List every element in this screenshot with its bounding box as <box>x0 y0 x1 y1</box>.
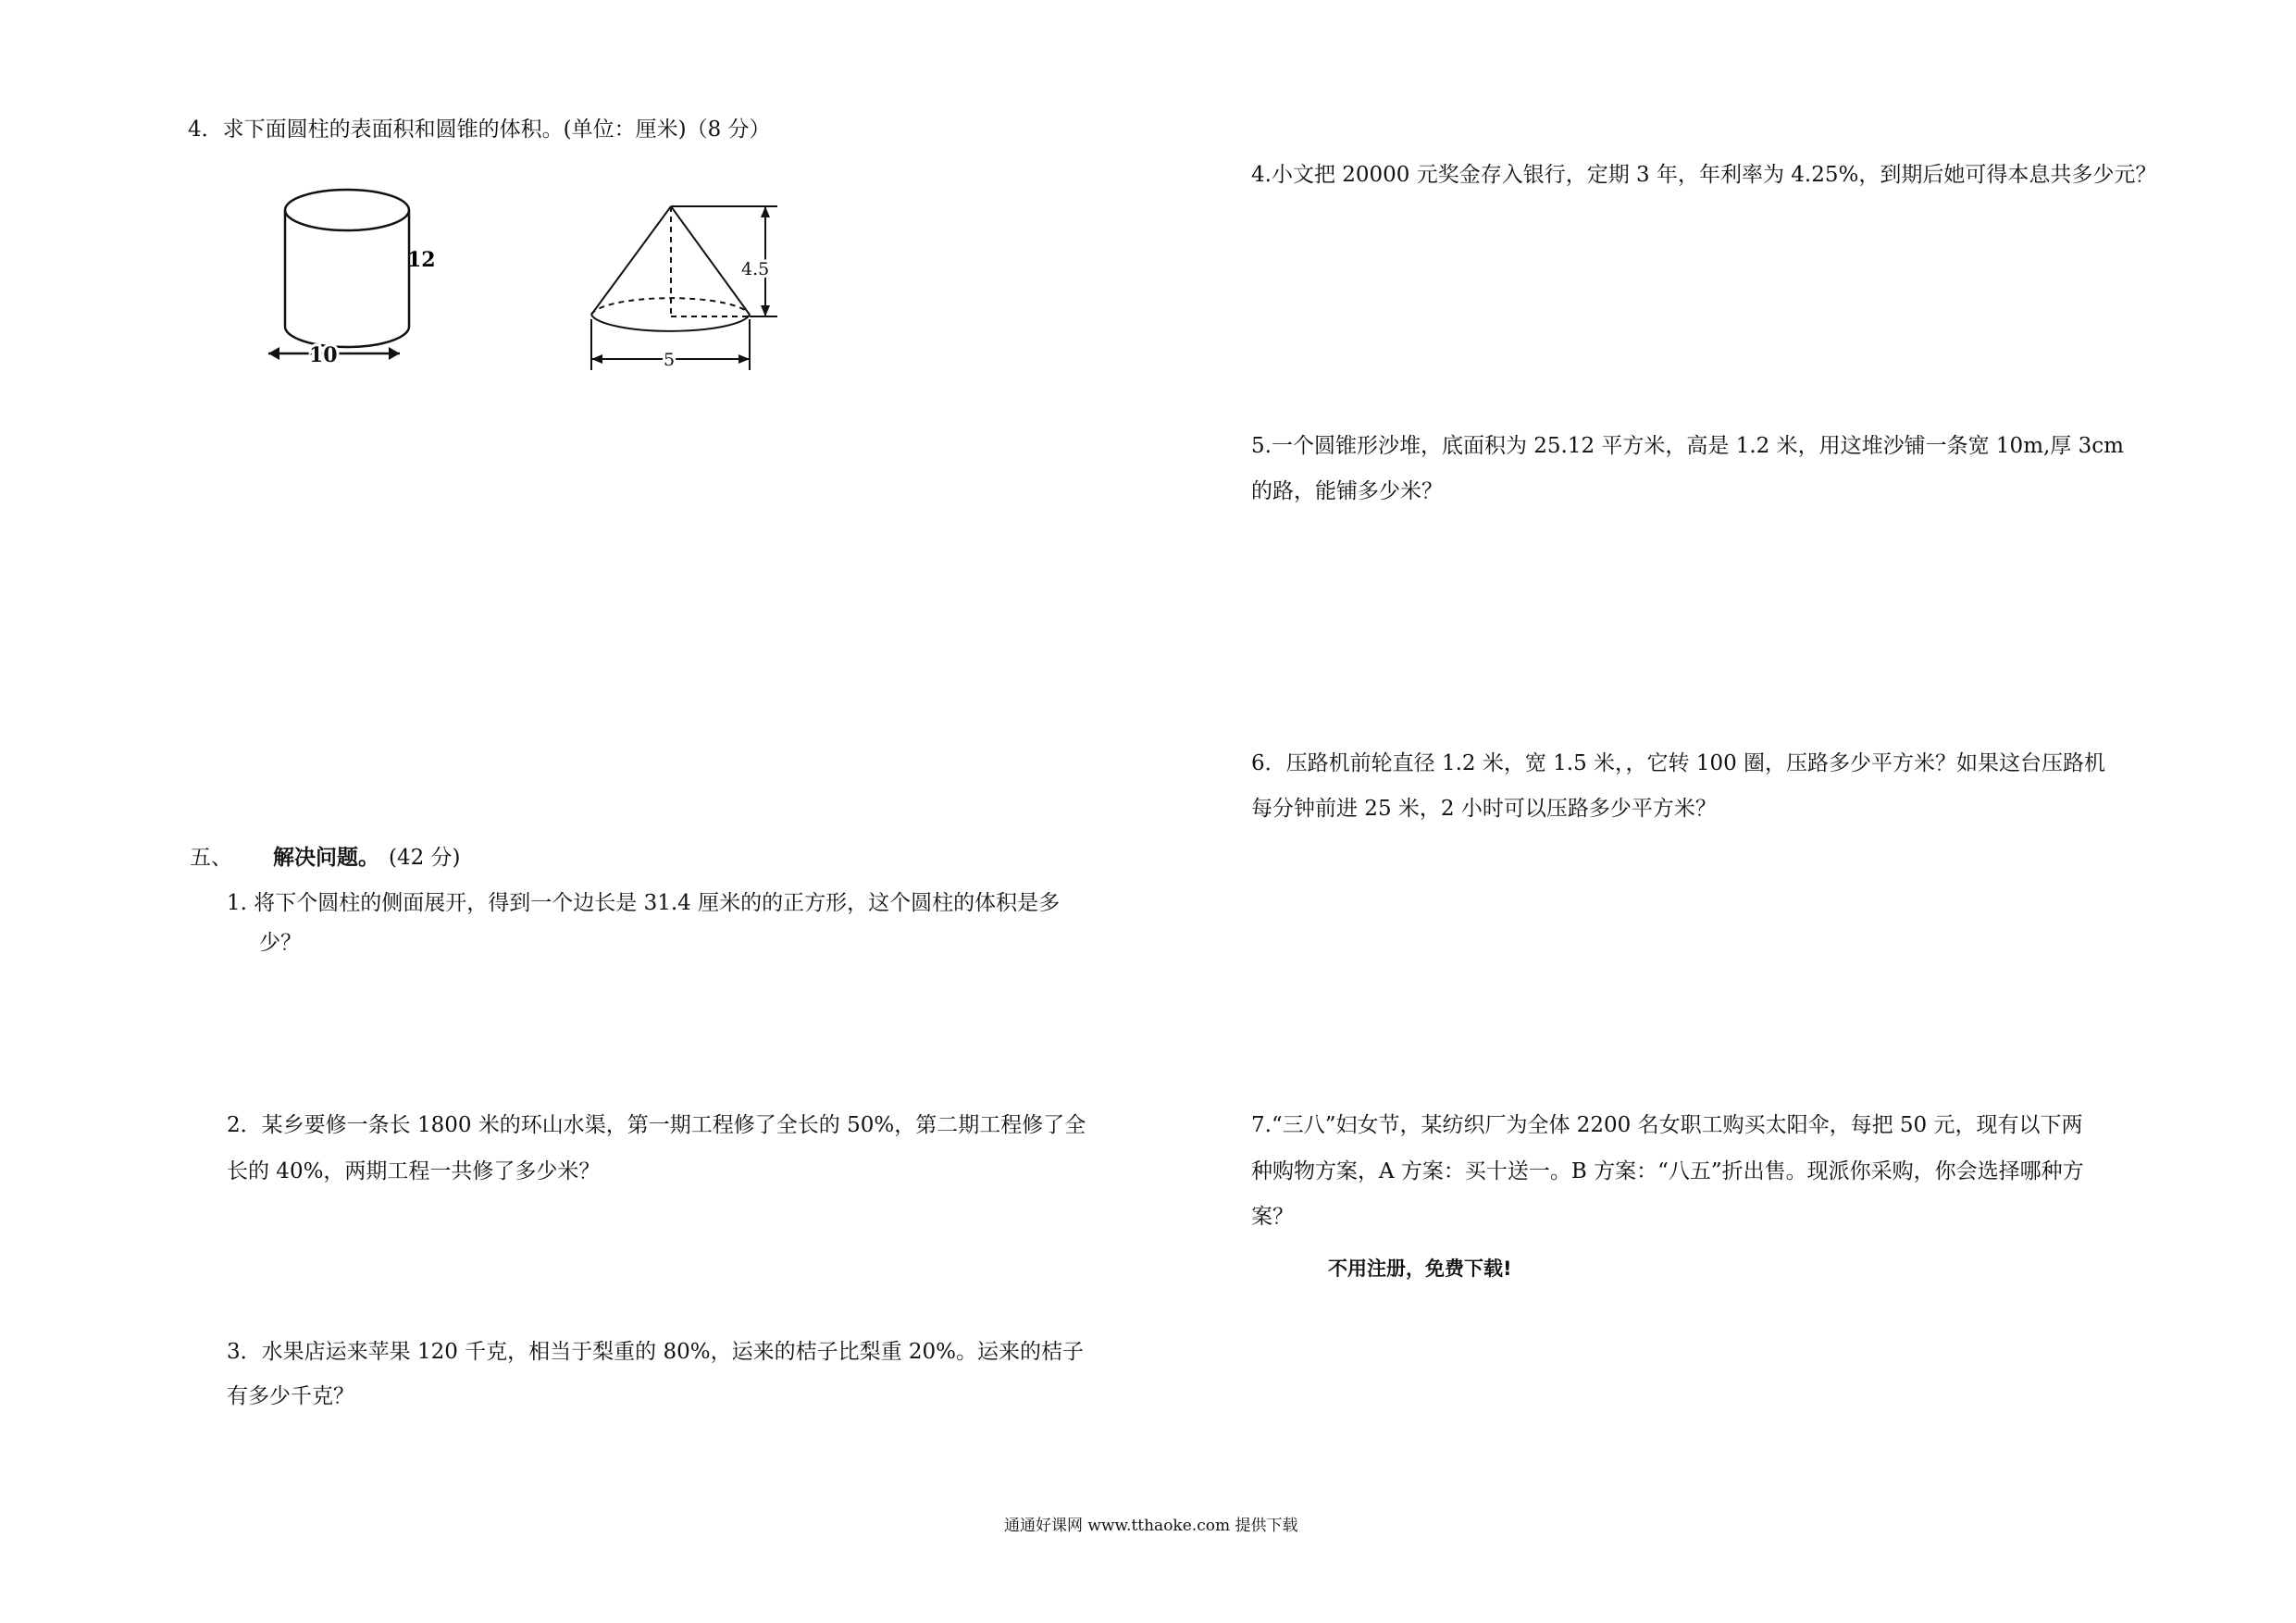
question-4-heading: 4．求下面圆柱的表面积和圆锥的体积。(单位：厘米)（8 分） <box>188 118 771 142</box>
download-notice: 不用注册，免费下载! <box>1328 1258 1512 1280</box>
cone-height-arrow-top <box>761 206 770 217</box>
cylinder-top-ellipse <box>285 190 409 230</box>
cone-height-arrow-bottom <box>761 305 770 316</box>
problem-3-line-2: 有多少千克？ <box>227 1384 354 1408</box>
cone-diameter-arrow-right <box>738 354 750 364</box>
cylinder-height-label: 12 <box>407 248 436 272</box>
problem-7-line-3: 案？ <box>1251 1205 1294 1229</box>
cone-height-label: 4.5 <box>741 259 770 279</box>
cylinder-figure <box>250 180 435 375</box>
problem-5-line-1: 5.一个圆锥形沙堆，底面积为 25.12 平方米，高是 1.2 米，用这堆沙铺一条宽 10m,厚 3cm <box>1251 434 2124 458</box>
cylinder-arrow-right <box>389 347 400 360</box>
problem-3-line-1: 3．水果店运来苹果 120 千克，相当于梨重的 80%，运来的桔子比梨重 20%。运来的桔子 <box>227 1340 1085 1364</box>
cylinder-diameter-label: 10 <box>309 343 338 367</box>
section-5-number: 五、 <box>190 846 232 870</box>
problem-7-line-1: 7.“三八”妇女节，某纺织厂为全体 2200 名女职工购买太阳伞，每把 50 元，现有以下两 <box>1251 1113 2083 1137</box>
problem-6-line-2: 每分钟前进 25 米，2 小时可以压路多少平方米？ <box>1251 797 1717 821</box>
problem-2-line-2: 长的 40%，两期工程一共修了多少米？ <box>227 1159 601 1183</box>
section-5-score: (42 分) <box>389 846 461 870</box>
problem-1-line-1: 1. 将下个圆柱的侧面展开，得到一个边长是 31.4 厘米的的正方形，这个圆柱的体积是多 <box>227 891 1061 915</box>
problem-1-line-2: 少？ <box>259 931 302 955</box>
problem-4-line-1: 4.小文把 20000 元奖金存入银行，定期 3 年，年利率为 4.25%，到期后她可得本息共多少元？ <box>1251 163 2157 187</box>
problem-2-line-1: 2．某乡要修一条长 1800 米的环山水渠，第一期工程修了全长的 50%，第二期工程修了全 <box>227 1113 1086 1137</box>
problem-5-line-2: 的路，能铺多少米？ <box>1251 479 1443 503</box>
cone-diameter-label: 5 <box>664 350 676 370</box>
cone-figure <box>578 194 800 379</box>
cylinder-bottom-arc <box>285 327 409 347</box>
cone-left-slant <box>591 206 671 315</box>
page-footer: 通通好课网 www.tthaoke.com 提供下载 <box>1004 1517 1298 1535</box>
section-5-title: 解决问题。 <box>273 846 379 870</box>
cone-diameter-arrow-left <box>591 354 602 364</box>
cylinder-arrow-left <box>268 347 279 360</box>
problem-7-line-2: 种购物方案，A 方案：买十送一。B 方案：“八五”折出售。现派你采购，你会选择哪种方 <box>1251 1159 2084 1183</box>
problem-6-line-1: 6．压路机前轮直径 1.2 米，宽 1.5 米，，它转 100 圈，压路多少平方米？如果这台压路机 <box>1251 751 2106 775</box>
